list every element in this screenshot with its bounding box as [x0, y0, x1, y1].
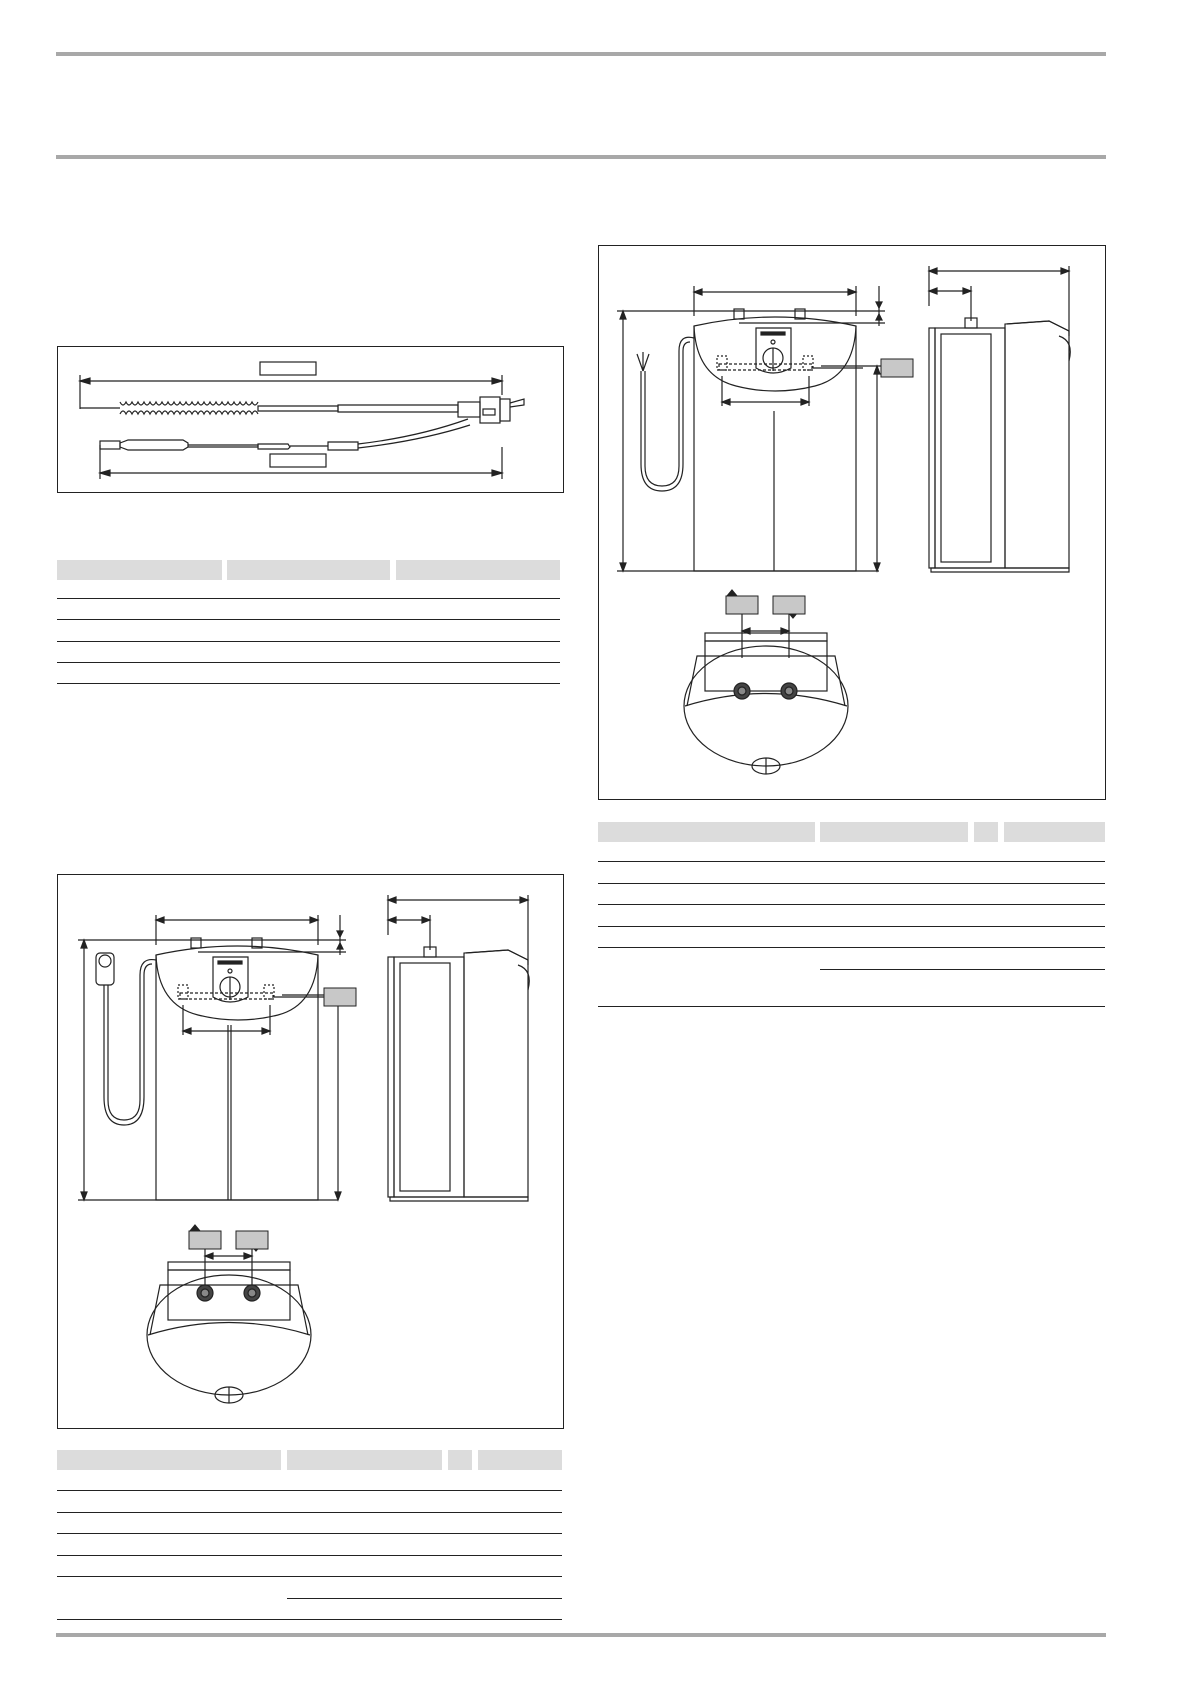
table-header-cell — [974, 822, 998, 842]
table-header-cell — [820, 822, 968, 842]
cable-figure — [57, 346, 564, 493]
table-row-rule — [57, 619, 560, 620]
table-header-cell — [287, 1450, 442, 1470]
table-header-cell — [396, 560, 560, 580]
table-header-cell — [1004, 822, 1105, 842]
table-row-rule — [57, 1576, 562, 1577]
heater-table-upper — [598, 822, 1105, 1012]
table-header-cell — [227, 560, 390, 580]
cable-drawing — [58, 347, 565, 494]
table-row-rule — [57, 1512, 562, 1513]
heater-table-lower — [57, 1450, 562, 1625]
table-row-rule — [598, 904, 1105, 905]
table-header-cell — [57, 560, 222, 580]
table-row-rule — [598, 926, 1105, 927]
table-row-rule — [598, 1006, 1105, 1007]
heater-figure-wired — [598, 245, 1106, 800]
table-header-cell — [448, 1450, 472, 1470]
table-header-cell — [478, 1450, 562, 1470]
table-header-cell — [57, 1450, 281, 1470]
table-row-rule — [57, 1555, 562, 1556]
header-rule-bottom — [56, 155, 1106, 159]
table-row-rule — [57, 683, 560, 684]
heater-figure-plug — [57, 874, 564, 1429]
table-row-rule — [287, 1598, 562, 1599]
table-row-rule — [57, 1490, 562, 1491]
heater-drawing-plug — [58, 875, 565, 1430]
table-row-rule — [57, 598, 560, 599]
table-row-rule — [598, 861, 1105, 862]
table-row-rule — [57, 641, 560, 642]
table-row-rule — [57, 1533, 562, 1534]
table-row-rule — [598, 947, 1105, 948]
header-rule-top — [56, 52, 1106, 56]
heater-drawing-wired — [599, 246, 1107, 801]
table-row-rule — [598, 883, 1105, 884]
table-header-cell — [598, 822, 815, 842]
footer-rule — [56, 1633, 1106, 1637]
table-row-rule — [57, 1619, 562, 1620]
cable-table — [57, 560, 560, 680]
table-row-rule — [57, 662, 560, 663]
table-row-rule — [820, 969, 1105, 970]
